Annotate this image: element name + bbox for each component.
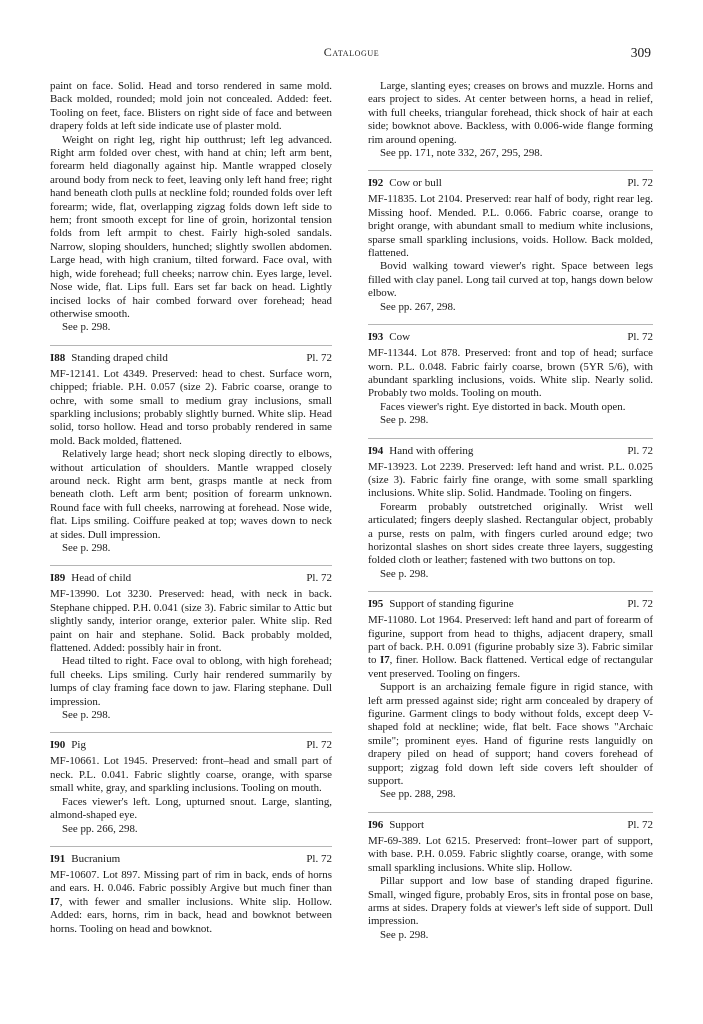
continuation-paragraph: Weight on right leg, right hip outthrust; left leg advanced. Right arm folded over chest, with hand at chin; left arm bent, forearm held diagonally against hip. Mantle wrapped closely around body from neck to feet, leaving only left hand free; right hand beneath cloth pulls at neckline fold; rounded folds over left forearm; wide, flat, overlapping zigzag folds down left side to hem; front smooth except for line of groin, horizontal tension folds from left armpit to chest. Fairly high-soled sandals. Narrow, sloping shoulders, hunched; slightly swollen abdomen. Large head, with high cranium, tilted forward. Face oval, with high, wide forehead; full cheeks; narrow chin. Eyes large, level. Nose wide, flat. Lips full. Ears set far back on head. Lightly incised locks of hair combed forward over forehead; head otherwise smooth. bbox=[50, 133, 332, 320]
entry-number: I93 bbox=[368, 331, 384, 344]
entry-divider bbox=[368, 438, 653, 439]
entry-paragraph: MF-13990. Lot 3230. Preserved: head, with neck in back. Stephane chipped. P.H. 0.041 (size 3). Fabric similar to Attic but slightly sandy, interior orange, exterior paler. White slip. Red paint on hair and stephane. Solid. Back probably molded, flattened. Added: possibly hair in front. bbox=[50, 588, 332, 655]
catalogue-reference: I7 bbox=[379, 654, 390, 667]
entry-divider bbox=[368, 324, 653, 325]
entry-heading bbox=[368, 445, 653, 461]
cross-reference: See p. 298. bbox=[62, 321, 111, 334]
left-column bbox=[50, 80, 332, 936]
entry-divider bbox=[50, 846, 332, 847]
entry-title: Pig bbox=[71, 739, 86, 752]
entry-number: I89 bbox=[50, 572, 66, 585]
cross-reference: See pp. 288, 298. bbox=[380, 788, 456, 801]
entry-paragraph: Faces viewer's left. Long, upturned snout. Large, slanting, almond-shaped eye. bbox=[50, 795, 332, 822]
entry-text: MF-10607. Lot 897. Missing part of rim in back, ends of horns and ears. H. 0.046. Fabric possibly Argive but much finer than bbox=[50, 868, 332, 895]
entry-number: I88 bbox=[50, 351, 66, 364]
entry-number: I92 bbox=[368, 177, 384, 190]
entry-text: MF-11080. Lot 1964. Preserved: left hand and part of forearm of figurine, support from head to thighs, adjacent drapery, small part of back. P.H. 0.091 (figurine probably size 3). Fabric similar to bbox=[368, 614, 653, 667]
entry-paragraph: MF-12141. Lot 4349. Preserved: head to chest. Surface worn, chipped; friable. P.H. 0.057 (size 2). Fabric coarse, orange to ochre, with some small to medium gray inclusions, small sparkling inclusions; probably slightly burned. White slip. Head solid, torso hollow. Head and torso probably rendered in same mold. Back molded, flattened. bbox=[50, 367, 332, 447]
cross-reference: See p. 298. bbox=[62, 542, 111, 554]
plate-reference: Pl. 72 bbox=[306, 739, 332, 752]
cross-reference: See pp. 266, 298. bbox=[62, 822, 138, 835]
continuation-paragraph: Large, slanting eyes; creases on brows and muzzle. Horns and ears project to sides. At center between horns, a head in relief, with full cheeks, triangular forehead, thick shock of hair at each side; bowknot above. Backless, with 0.006-wide flange forming rim around opening. bbox=[368, 80, 653, 146]
cross-reference: See pp. 171, note 332, 267, 295, 298. bbox=[380, 147, 543, 160]
right-column bbox=[368, 80, 653, 942]
entry-heading bbox=[50, 853, 332, 869]
cross-reference: See pp. 267, 298. bbox=[380, 300, 456, 313]
entry-divider bbox=[50, 565, 332, 566]
entry-heading bbox=[50, 739, 332, 755]
entry-title: Support bbox=[389, 818, 425, 831]
entry-text: , finer. Hollow. Back flattened. Vertical edge of rectangular vent preserved. Tooling on fingers. bbox=[368, 654, 653, 680]
entry-title: Head of child bbox=[71, 572, 132, 585]
running-header bbox=[52, 45, 651, 65]
plate-reference: Pl. 72 bbox=[306, 852, 332, 865]
entry-heading bbox=[368, 331, 653, 347]
cross-reference: See p. 298. bbox=[380, 928, 429, 941]
entry-number: I94 bbox=[368, 444, 384, 457]
plate-reference: Pl. 72 bbox=[627, 177, 653, 190]
cross-reference: See p. 298. bbox=[380, 567, 429, 580]
entry-paragraph: Relatively large head; short neck sloping directly to elbows, without articulation of shoulders. Mantle wrapped closely around neck. Right arm bent, grasps mantle at neck from beneath cloth. Left arm bent; position of forearm unknown. Round face with full cheeks, narrowing at forehead. Nose wide, flat. Lips smiling. Coiffure peaked at top; waves down to neck at sides. Dull impression. bbox=[50, 448, 332, 541]
entry-divider bbox=[368, 591, 653, 592]
entry-paragraph: Bovid walking toward viewer's right. Space between legs filled with clay panel. Long tail curved at top, hangs down below elbow. bbox=[368, 260, 653, 300]
entry-title: Bucranium bbox=[71, 852, 121, 865]
entry-paragraph bbox=[368, 614, 653, 681]
entry-text: , with fewer and smaller inclusions. White slip. Hollow. Added: ears, horns, rim in back, head and bowknot between horns. Tooling on head and bowknot. bbox=[50, 895, 332, 935]
entry-title: Standing draped child bbox=[71, 351, 168, 364]
entry-number: I90 bbox=[50, 739, 66, 752]
plate-reference: Pl. 72 bbox=[627, 818, 653, 831]
cross-reference: See p. 298. bbox=[380, 414, 429, 427]
entry-title: Cow or bull bbox=[389, 177, 442, 190]
plate-reference: Pl. 72 bbox=[306, 572, 332, 585]
entry-heading bbox=[50, 572, 332, 588]
entry-heading bbox=[368, 819, 653, 835]
cross-reference: See p. 298. bbox=[62, 709, 111, 722]
entry-paragraph: MF-11344. Lot 878. Preserved: front and top of head; surface worn. P.L. 0.048. Fabric fairly coarse, brown (5YR 5/6), with abundant sparkling inclusions, voids. White slip. Nearly solid. Probably two molds. Tooling on mouth. bbox=[368, 347, 653, 400]
entry-paragraph: Forearm probably outstretched originally. Wrist well articulated; fingers deeply slashed. Rectangular object, probably a purse, rests on palm, with fingers curled around edge; two horizontal slashes on short sides create three layers, suggesting folded cloth or leather; fastened with two buttons on top. bbox=[368, 500, 653, 567]
entry-title: Hand with offering bbox=[389, 444, 474, 457]
entry-paragraph: MF-69-389. Lot 6215. Preserved: front–lower part of support, with base. P.H. 0.059. Fabric slightly coarse, orange, with some small sparkling inclusions. White slip. Hollow. bbox=[368, 834, 653, 874]
entry-title: Cow bbox=[389, 331, 411, 344]
entry-heading bbox=[368, 177, 653, 193]
entry-paragraph bbox=[50, 869, 332, 936]
entry-number: I95 bbox=[368, 598, 384, 611]
entry-paragraph: MF-11835. Lot 2104. Preserved: rear half of body, right rear leg. Missing hoof. Mended. P.L. 0.066. Fabric coarse, orange to bright orange, with abundant small to medium white inclusions, sparse small sparkling inclusions, voids. Hollow. Back molded, flattened. bbox=[368, 193, 653, 260]
entry-title: Support of standing figurine bbox=[389, 598, 514, 611]
entry-paragraph: MF-10661. Lot 1945. Preserved: front–head and small part of neck. P.L. 0.041. Fabric slightly coarse, orange, with sparse small white, gray, and sparkling inclusions. Tooling on mouth. bbox=[50, 755, 332, 795]
entry-heading bbox=[50, 352, 332, 368]
plate-reference: Pl. 72 bbox=[627, 444, 653, 457]
entry-divider bbox=[50, 345, 332, 346]
page-number: 309 bbox=[630, 45, 651, 60]
catalogue-reference: I7 bbox=[50, 895, 60, 908]
plate-reference: Pl. 72 bbox=[306, 351, 332, 364]
entry-number: I96 bbox=[368, 818, 384, 831]
entry-paragraph: Faces viewer's right. Eye distorted in back. Mouth open. bbox=[380, 400, 626, 413]
plate-reference: Pl. 72 bbox=[627, 331, 653, 344]
entry-divider bbox=[50, 732, 332, 733]
continuation-paragraph: paint on face. Solid. Head and torso rendered in same mold. Back molded, rounded; mold join not concealed. Added: feet. Tooling on feet, face. Blisters on right side of face and between drapery folds at left side indicate use of plaster mold. bbox=[50, 80, 332, 133]
entry-paragraph: Pillar support and low base of standing draped figurine. Small, winged figure, probably Eros, sits in frontal pose on base, arms at sides. Drapery folds at viewer's left side of support. Dull impression. bbox=[368, 875, 653, 928]
entry-divider bbox=[368, 812, 653, 813]
entry-divider bbox=[368, 170, 653, 171]
entry-paragraph: MF-13923. Lot 2239. Preserved: left hand and wrist. P.L. 0.025 (size 3). Fabric fairly fine orange, with some small sparkling inclusions. White slip. Solid. Handmade. Tooling on fingers. bbox=[368, 460, 653, 500]
running-title: Catalogue bbox=[323, 45, 380, 59]
entry-paragraph: Head tilted to right. Face oval to oblong, with high forehead; full cheeks. Lips smiling. Curly hair rendered summarily by lumps of clay framing face down to jaw. Flaring stephane. Dull impression. bbox=[50, 655, 332, 708]
entry-heading bbox=[368, 598, 653, 614]
plate-reference: Pl. 72 bbox=[627, 598, 653, 611]
entry-paragraph: Support is an archaizing female figure in rigid stance, with left arm pressed against side; right arm concealed by drapery of figurine. Garment clings to body without folds, except deep V-shaped fold at neckline; wide, flat belt. Face shows "Archaic smile"; prominent eyes. Hand of figurine rests languidly on drapery piled on head of support; hand covers forehead of support; zigzag fold down left side covers left shoulder of support. bbox=[368, 681, 653, 788]
entry-number: I91 bbox=[50, 852, 66, 865]
